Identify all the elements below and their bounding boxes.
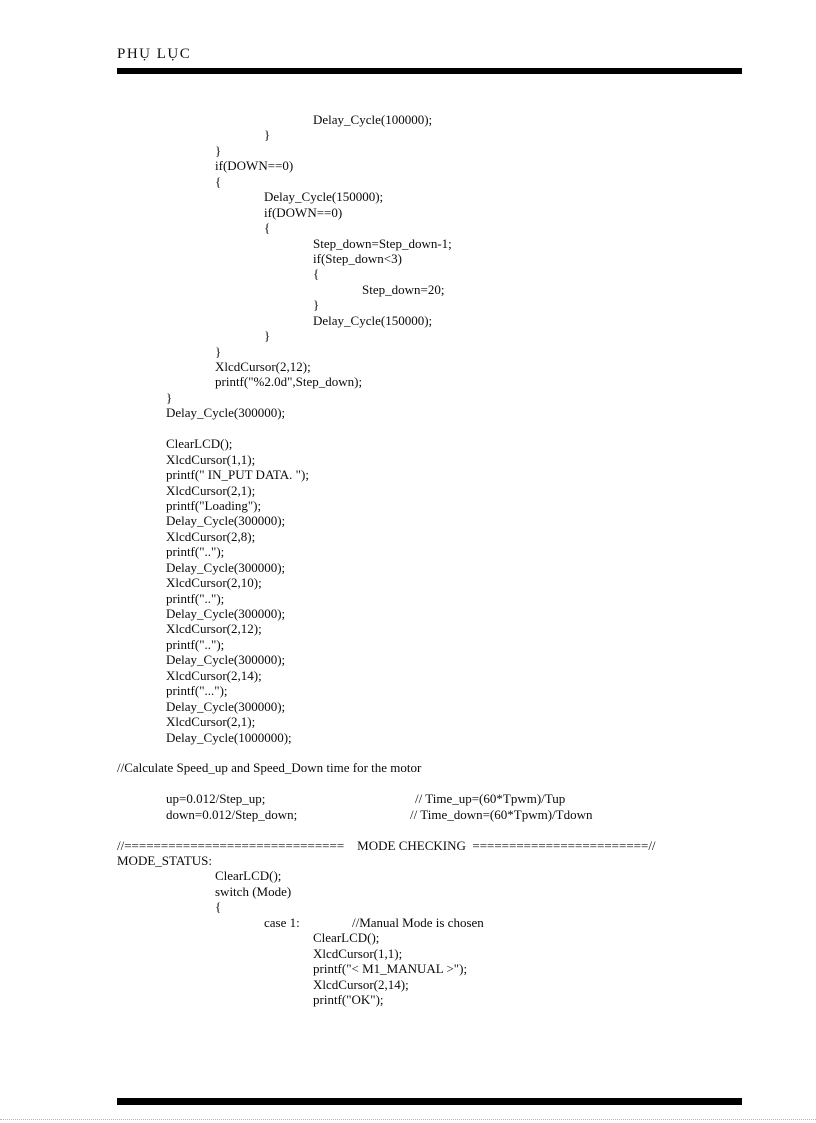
code-comment: // Time_down=(60*Tpwm)/Tdown — [410, 806, 593, 822]
code-line — [117, 297, 797, 312]
code-text: down=0.012/Step_down; — [166, 806, 298, 822]
code-line — [117, 359, 797, 374]
code-line — [117, 127, 797, 142]
code-text: printf(".."); — [166, 590, 225, 606]
code-text: { — [215, 899, 222, 915]
code-line — [117, 899, 797, 914]
code-line — [117, 730, 797, 745]
code-line — [117, 112, 797, 127]
code-text: Delay_Cycle(300000); — [166, 606, 286, 621]
code-line — [117, 977, 797, 992]
code-text: XlcdCursor(2,12); — [166, 621, 262, 637]
code-text: MODE_STATUS: — [117, 853, 213, 868]
code-text: ClearLCD(); — [166, 436, 233, 452]
code-line — [117, 930, 797, 945]
code-text: ClearLCD(); — [313, 930, 380, 946]
code-text: printf("OK"); — [313, 991, 384, 1007]
code-line — [117, 513, 797, 528]
code-text: if(DOWN==0) — [264, 204, 343, 220]
code-line — [117, 158, 797, 173]
code-text: } — [215, 343, 222, 359]
code-text: Step_down=Step_down-1; — [313, 235, 452, 251]
code-line — [117, 452, 797, 467]
code-line — [117, 405, 797, 420]
code-text: } — [313, 297, 320, 313]
code-text: if(Step_down<3) — [313, 250, 402, 266]
code-text: Delay_Cycle(300000); — [166, 405, 286, 421]
code-line — [117, 143, 797, 158]
code-line — [117, 606, 797, 621]
code-line — [117, 591, 797, 606]
code-line — [117, 483, 797, 498]
code-text: XlcdCursor(2,8); — [166, 528, 256, 544]
code-text: } — [264, 127, 271, 143]
code-text: printf(".."); — [166, 544, 225, 560]
code-text: Delay_Cycle(1000000); — [166, 729, 292, 745]
code-line — [117, 390, 797, 405]
code-line — [117, 946, 797, 961]
code-text: Delay_Cycle(100000); — [313, 112, 433, 127]
code-line — [117, 251, 797, 266]
code-line — [117, 868, 797, 883]
code-line — [117, 822, 797, 837]
code-line — [117, 884, 797, 899]
page-edge-dotted-line — [0, 1119, 816, 1120]
code-line — [117, 853, 797, 868]
code-text: XlcdCursor(2,10); — [166, 575, 262, 591]
code-text: Delay_Cycle(300000); — [166, 652, 286, 668]
code-text: } — [166, 389, 173, 405]
code-line — [117, 807, 797, 822]
code-line — [117, 344, 797, 359]
code-line — [117, 189, 797, 204]
code-line — [117, 421, 797, 436]
code-text: } — [264, 328, 271, 344]
code-line — [117, 961, 797, 976]
code-line — [117, 374, 797, 389]
code-line — [117, 467, 797, 482]
code-line — [117, 282, 797, 297]
code-text: case 1: — [264, 914, 300, 930]
footer-rule — [117, 1098, 742, 1105]
code-text: Delay_Cycle(150000); — [313, 312, 433, 328]
code-text: if(DOWN==0) — [215, 158, 294, 174]
code-text: XlcdCursor(2,1); — [166, 714, 256, 730]
code-text: up=0.012/Step_up; — [166, 791, 266, 807]
code-line — [117, 760, 797, 775]
code-text: XlcdCursor(2,1); — [166, 482, 256, 498]
code-comment: // Time_up=(60*Tpwm)/Tup — [415, 791, 566, 807]
code-text: XlcdCursor(2,14); — [166, 667, 262, 683]
code-line — [117, 652, 797, 667]
code-line — [117, 220, 797, 235]
code-text: Delay_Cycle(300000); — [166, 513, 286, 529]
code-line — [117, 328, 797, 343]
code-line — [117, 560, 797, 575]
code-line — [117, 637, 797, 652]
code-line — [117, 699, 797, 714]
code-line — [117, 436, 797, 451]
header-rule — [117, 68, 742, 74]
code-line — [117, 791, 797, 806]
code-text: XlcdCursor(2,14); — [313, 976, 409, 992]
code-text: { — [215, 173, 222, 189]
code-line — [117, 236, 797, 251]
code-line — [117, 575, 797, 590]
code-text: { — [264, 220, 271, 236]
code-text: Delay_Cycle(300000); — [166, 559, 286, 575]
code-text: printf("..."); — [166, 683, 228, 699]
code-line — [117, 313, 797, 328]
code-line — [117, 621, 797, 636]
code-line — [117, 498, 797, 513]
code-line — [117, 683, 797, 698]
code-text: } — [215, 142, 222, 158]
code-text: Delay_Cycle(150000); — [264, 189, 384, 205]
code-text: //============================== MODE CHECKING ========================// — [117, 837, 656, 853]
code-text: Delay_Cycle(300000); — [166, 698, 286, 714]
code-line — [117, 915, 797, 930]
code-line — [117, 714, 797, 729]
code-comment: //Manual Mode is chosen — [352, 914, 484, 930]
code-line — [117, 174, 797, 189]
code-text: printf(".."); — [166, 636, 225, 652]
code-text: XlcdCursor(1,1); — [166, 451, 256, 467]
code-line — [117, 776, 797, 791]
code-text: printf("Loading"); — [166, 497, 262, 513]
code-text: { — [313, 266, 320, 282]
page-header-title: PHỤ LỤC — [117, 46, 192, 62]
code-line — [117, 266, 797, 281]
code-line — [117, 529, 797, 544]
code-text: printf(" IN_PUT DATA. "); — [166, 467, 309, 483]
code-text: printf("< M1_MANUAL >"); — [313, 961, 468, 977]
code-text: Step_down=20; — [362, 281, 445, 297]
code-line — [117, 745, 797, 760]
code-line — [117, 992, 797, 1007]
code-text: printf("%2.0d",Step_down); — [215, 374, 363, 390]
code-text: XlcdCursor(1,1); — [313, 945, 403, 961]
code-text: XlcdCursor(2,12); — [215, 359, 311, 374]
code-text: switch (Mode) — [215, 883, 292, 899]
code-line — [117, 838, 797, 853]
code-text: //Calculate Speed_up and Speed_Down time for the motor — [117, 760, 422, 776]
code-block — [117, 112, 797, 1007]
code-line — [117, 668, 797, 683]
code-line — [117, 544, 797, 559]
code-line — [117, 205, 797, 220]
code-text: ClearLCD(); — [215, 868, 282, 884]
